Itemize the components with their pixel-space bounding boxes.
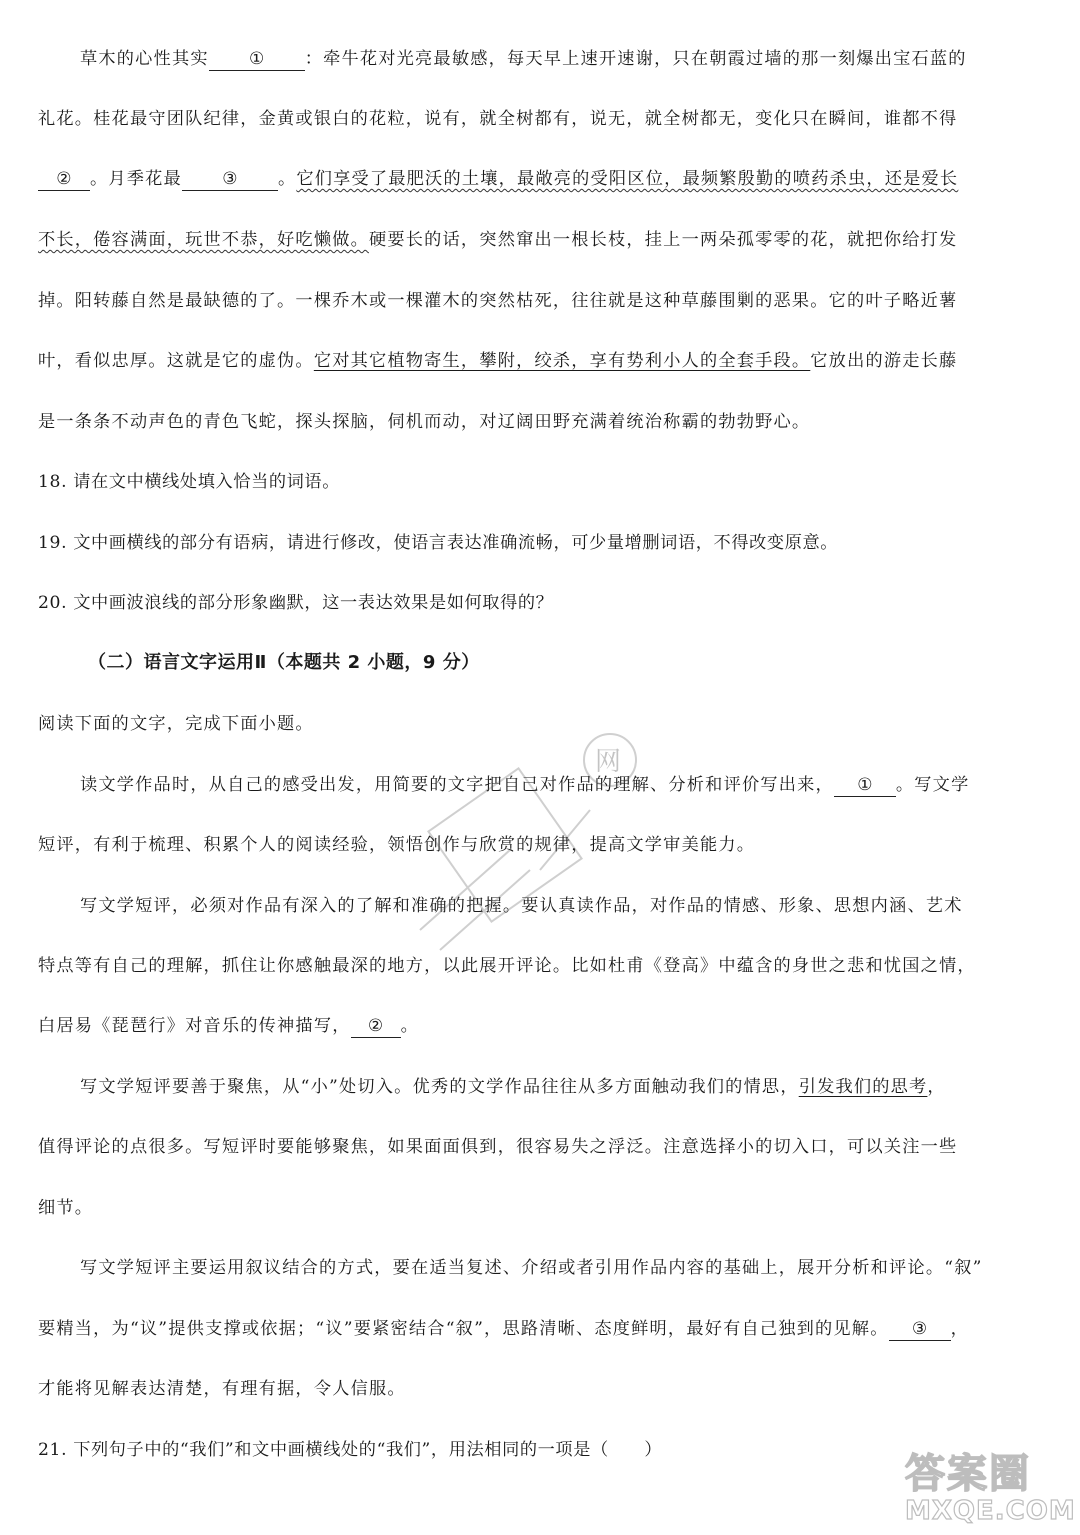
passage2-line-4: 特点等有自己的理解，抓住让你感触最深的地方，以此展开评论。比如杜甫《登高》中蕴含的身世之悲和忧国之情， [38, 956, 976, 976]
passage2-line-6 [80, 1075, 1048, 1099]
text: 。 [277, 169, 297, 189]
blank-3: ③ [889, 1318, 951, 1341]
corner-watermark-url: MXQE.COM [905, 1496, 1076, 1526]
text: 要精当，为“议”提供支撑或依据；“议”要紧密结合“叙”，思路清晰、态度鲜明，最好有自己独到的见解。 [38, 1319, 889, 1339]
text: 白居易《琵琶行》对音乐的传神描写， [38, 1016, 351, 1036]
passage2-line-5 [38, 1014, 1048, 1038]
intro-text: 阅读下面的文字，完成下面小题。 [38, 714, 314, 734]
passage2-line-7: 值得评论的点很多。写短评时要能够聚焦，如果面面俱到，很容易失之浮泛。注意选择小的切入口，可以关注一些 [38, 1137, 958, 1157]
question-18: 18. 请在文中横线处填入恰当的词语。 [38, 472, 341, 492]
text: 硬要长的话，突然窜出一根长枝，挂上一两朵孤零零的花，就把你给打发 [368, 230, 958, 250]
passage1-line-4 [38, 228, 1048, 252]
passage2-line-3: 写文学短评，必须对作品有深入的了解和准确的把握。要认真读作品，对作品的情感、形象、思想内涵、艺术 [80, 896, 963, 916]
passage1-line-6 [38, 349, 1048, 373]
wavy-text: 不长，倦容满面，玩世不恭，好吃懒做。 [38, 230, 369, 250]
text: 叶，看似忠厚。这就是它的虚伪。 [38, 351, 314, 371]
text: ， [950, 1319, 969, 1339]
corner-watermark-logo [905, 1452, 1075, 1532]
watermark-stamp-text: 网 [595, 747, 622, 777]
passage1-line-1 [80, 47, 1048, 71]
text: 。月季花最 [90, 169, 182, 189]
blank-1: ① [834, 774, 896, 797]
passage2-line-8: 细节。 [38, 1198, 94, 1218]
wavy-text: 它们享受了最肥沃的土壤，最敞亮的受阳区位，最频繁殷勤的喷药杀虫，还是爱长 [296, 169, 959, 189]
blank-2: ② [38, 168, 90, 191]
text: ， [927, 1077, 946, 1097]
text: 。写文学 [895, 775, 970, 795]
passage1-line-3 [38, 167, 1048, 191]
question-20: 20. 文中画波浪线的部分形象幽默，这一表达效果是如何取得的？ [38, 593, 554, 613]
underlined-text: 它对其它植物寄生，攀附，绞杀，享有势利小人的全套手段。 [313, 351, 811, 371]
passage1-line-2: 礼花。桂花最守团队纪律，金黄或银白的花粒，说有，就全树都有，说无，就全树都无，变化只在瞬间，谁都不得 [38, 109, 958, 129]
section-heading: （二）语言文字运用Ⅱ（本题共 2 小题，9 分） [88, 652, 480, 673]
passage2-line-11: 才能将见解表达清楚，有理有据，令人信服。 [38, 1379, 406, 1399]
question-19: 19. 文中画横线的部分有语病，请进行修改，使语言表达准确流畅，可少量增删词语，不得改变原意。 [38, 533, 839, 553]
passage1-line-7: 是一条条不动声色的青色飞蛇，探头探脑，伺机而动，对辽阔田野充满着统治称霸的勃勃野心。 [38, 412, 811, 432]
passage2-line-9: 写文学短评主要运用叙议结合的方式，要在适当复述、介绍或者引用作品内容的基础上，展开分析和评论。“叙” [80, 1258, 983, 1278]
text: 。 [400, 1016, 419, 1036]
underlined-text: 引发我们的思考 [798, 1077, 928, 1097]
passage2-line-10 [38, 1317, 1048, 1341]
text: ：牵牛花对光亮最敏感，每天早上速开速谢，只在朝霞过墙的那一刻爆出宝石蓝的 [304, 49, 967, 69]
text: 读文学作品时，从自己的感受出发，用简要的文字把自己对作品的理解、分析和评价写出来， [80, 775, 834, 795]
blank-3: ③ [182, 168, 278, 191]
question-21: 21. 下列句子中的“我们”和文中画横线处的“我们”，用法相同的一项是（ ） [38, 1440, 663, 1460]
blank-1: ① [209, 48, 305, 71]
text: 写文学短评要善于聚焦，从“小”处切入。优秀的文学作品往往从多方面触动我们的情思， [80, 1077, 799, 1097]
passage2-line-2: 短评，有利于梳理、积累个人的阅读经验，领悟创作与欣赏的规律，提高文学审美能力。 [38, 835, 756, 855]
blank-2: ② [351, 1015, 401, 1038]
text: 它放出的游走长藤 [810, 351, 958, 371]
corner-watermark-cn: 答案圈 [905, 1451, 1031, 1497]
text: 草木的心性其实 [80, 49, 209, 69]
passage1-line-5: 掉。阳转藤自然是最缺德的了。一棵乔木或一棵灌木的突然枯死，往往就是这种草藤围剿的恶果。它的叶子略近薯 [38, 291, 958, 311]
passage2-line-1 [80, 773, 1048, 797]
